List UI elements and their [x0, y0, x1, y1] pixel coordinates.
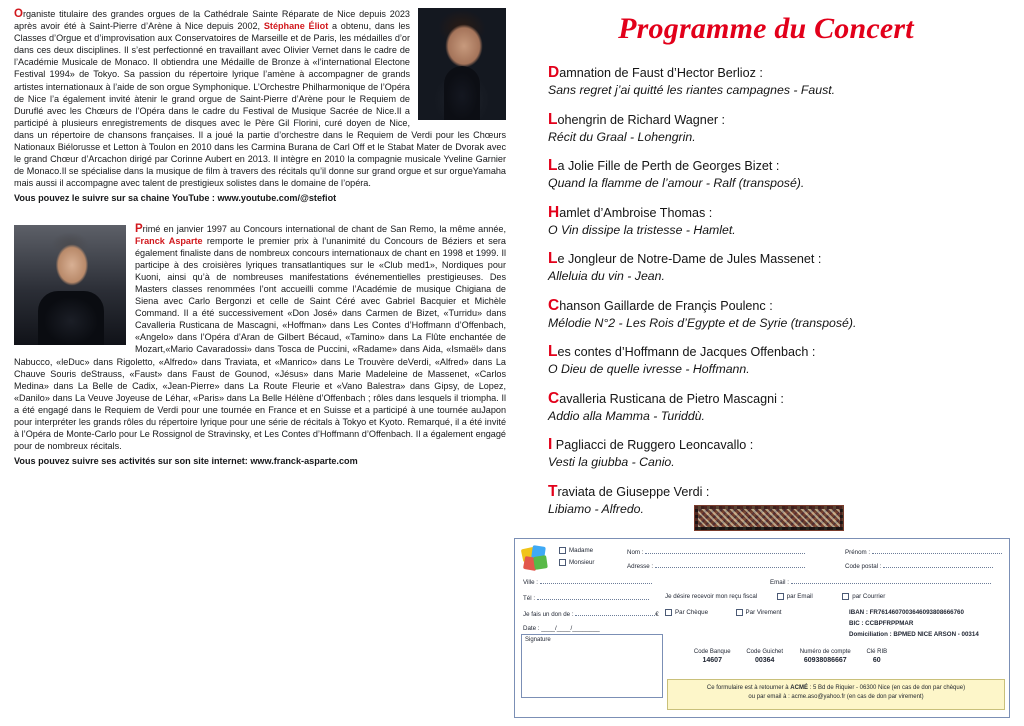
programme-dropcap: L	[548, 343, 558, 360]
programme-aria: Sans regret j’ai quitté les riantes campagnes - Faust.	[548, 83, 836, 97]
label-bic: BIC :	[849, 620, 864, 627]
bio2-part1: rimé en janvier 1997 au Concours international de chant de San Remo, la même année,	[142, 223, 506, 234]
programme-list	[520, 64, 1012, 516]
label-madame: Madame	[569, 547, 594, 555]
label-adresse: Adresse :	[627, 563, 655, 570]
list-item	[548, 157, 1012, 190]
decorative-ornament	[694, 505, 844, 531]
label-date: Date :	[523, 625, 542, 632]
programme-dropcap: H	[548, 203, 560, 221]
association-logo-icon	[520, 544, 556, 572]
input-don-montant[interactable]	[575, 609, 655, 616]
table-row	[687, 657, 893, 664]
checkbox-monsieur[interactable]	[559, 559, 566, 566]
value-bic: CCBPFRPPMAR	[865, 620, 914, 627]
label-iban: IBAN :	[849, 609, 868, 616]
programme-dropcap: I	[548, 436, 553, 453]
bio1-part2: a obtenu, dans les Classes d’Orgue et d’improvisation aux Conservatoires de Marseille et de Paris, les médailles d’or dans ces deux disciplines. Il s’est perfectionné en travaillant avec Olivier Vernet dans le cadre de l’Académie Musicale de Monaco. Il obtiendra une Médaille de Bronze à «l’international Electone Festival 1994» de Tokyo. Sa passion du répertoire lyrique l’amène à accompagner de grands artistes internationaux à l’aide de son orgue Symphonique. L’Orchestre Philharmonique de l’Opéra de Nice l’a également invité àtenir le grand orgue de Saint-Pierre d’Arène pour le Requiem de Duruflé avec les Chœurs de l’Opéra dans le cadre du Festival de Musique Sacrée de Nice.Il a participé à plusieurs enregistrements de disques avec le Père Gil Florini, curé doyen de Nice, dans un répertoire de chansons françaises. Il a joué la partie d’orchestre dans le Requiem de Verdi pour les Chœurs Nationaux Biélorusse et Letton à Toulon en 2010 dans les Carmina Burana de Carl Off et le Stabat Mater de Dvorak avec le grand Chœur d’Arcachon dirigé par Corinne Aubert en 2013. Il intègre en 2010 la compagnie musicale Yveline Garnier de Monaco.Il se spécialise dans la musique de film à travers des récitals qu’il donne sur grand orgue et sur orgueYamaha mais aussi il accompagne avec talent de prestigieux solistes dans le domaine de l’opéra.	[14, 21, 506, 189]
bio1-person-name: Stéphane Éliot	[263, 21, 329, 32]
label-par-email: par Email	[786, 593, 813, 601]
programme-aria: Mélodie N°2 - Les Rois d’Egypte et de Syrie (transposé).	[548, 315, 857, 330]
label-recu-fiscal: Je désire recevoir mon reçu fiscal	[665, 593, 758, 601]
label-ville: Ville :	[523, 579, 540, 586]
footer-acme: ACMÉ	[790, 685, 808, 691]
checkbox-par-email[interactable]	[777, 593, 784, 600]
input-email[interactable]	[791, 577, 991, 584]
programme-dropcap: L	[548, 250, 558, 267]
programme-work-title	[548, 111, 1012, 129]
list-item	[548, 343, 1012, 376]
bank-details-table	[685, 647, 895, 666]
programme-dropcap: T	[548, 482, 558, 500]
bio2-dropcap: P	[135, 222, 143, 235]
label-monsieur: Monsieur	[569, 559, 595, 567]
programme-title-rest: raviata de Giuseppe Verdi :	[557, 484, 710, 499]
footer-line2[interactable]: ou par email à : acme.aso@yahoo.fr (en cas de don par virement)	[748, 694, 924, 700]
portrait-stephane-eliot	[418, 8, 506, 120]
list-item	[548, 297, 1012, 330]
list-item	[548, 436, 1012, 469]
list-item	[548, 204, 1012, 237]
col-code-banque: Code Banque	[693, 649, 731, 655]
biography-franck-asparte	[14, 223, 506, 468]
programme-work-title	[548, 250, 1012, 268]
programme-work-title	[548, 204, 1012, 222]
bio1-part1: rganiste titulaire des grandes orgues de la Cathédrale Sainte Réparate de Nice depuis 2023 après avoir été à Saint-Pierre d’Arène à Nice depuis 2002,	[14, 9, 410, 32]
programme-dropcap: C	[548, 389, 560, 407]
label-code-postal: Code postal :	[845, 563, 884, 570]
list-item	[548, 250, 1012, 283]
programme-title-rest: es contes d’Hoffmann de Jacques Offenbach :	[557, 345, 816, 359]
programme-title-rest: a Jolie Fille de Perth de Georges Bizet :	[557, 159, 780, 173]
programme-aria: Récit du Graal - Lohengrin.	[548, 129, 696, 144]
checkbox-par-cheque[interactable]	[665, 609, 672, 616]
label-don-de: Je fais un don de :	[523, 611, 576, 618]
programme-work-title	[548, 436, 1012, 454]
programme-aria: Alleluia du vin - Jean.	[548, 269, 665, 283]
page-title: Programme du Concert	[618, 12, 914, 45]
label-domiciliation: Domiciliation :	[849, 631, 892, 638]
programme-aria: O Vin dissipe la tristesse - Hamlet.	[548, 222, 736, 237]
input-prenom[interactable]	[872, 547, 1002, 554]
val-numero-compte: 60938086667	[803, 657, 847, 664]
programme-dropcap: C	[548, 296, 560, 314]
programme-work-title	[548, 483, 1012, 501]
label-prenom: Prénom :	[845, 549, 872, 556]
bio2-person-name: Franck Asparte	[135, 235, 203, 246]
label-par-cheque: Par Chèque	[675, 609, 709, 617]
footer-line1b: : 5 Bd de Riquier - 06300 Nice (en cas de don par chèque)	[807, 685, 966, 691]
programme-aria: Libiamo - Alfredo.	[548, 501, 644, 516]
left-column	[14, 8, 506, 720]
label-par-virement: Par Virement	[745, 609, 782, 617]
programme-title-rest: avalleria Rusticana de Pietro Mascagni :	[559, 391, 784, 406]
programme-title-rest: amlet d’Ambroise Thomas :	[559, 205, 713, 220]
label-signature: Signature	[525, 637, 551, 643]
col-code-guichet: Code Guichet	[746, 649, 784, 655]
footer-line1a: Ce formulaire est à retourner à	[706, 685, 791, 691]
bio2-website-line[interactable]: Vous pouvez suivre ses activités sur son site internet: www.franck-asparte.com	[14, 456, 358, 467]
col-numero-compte: Numéro de compte	[799, 649, 851, 655]
val-cle-rib: 60	[872, 657, 881, 664]
programme-work-title	[548, 157, 1012, 175]
input-tel[interactable]	[537, 593, 649, 600]
programme-title-rest: hanson Gaillarde de Françis Poulenc :	[559, 298, 773, 313]
checkbox-par-courrier[interactable]	[842, 593, 849, 600]
programme-work-title	[548, 64, 1012, 82]
input-code-postal[interactable]	[883, 561, 993, 568]
label-tel: Tél :	[523, 595, 537, 602]
programme-work-title	[548, 390, 1012, 408]
val-code-banque: 14607	[702, 657, 722, 664]
value-domiciliation: BPMED NICE ARSON - 00314	[893, 631, 979, 638]
programme-aria: Addio alla Mamma - Turiddù.	[548, 408, 705, 423]
checkbox-madame[interactable]	[559, 547, 566, 554]
return-instructions	[667, 679, 1005, 710]
label-nom: Nom :	[627, 549, 646, 556]
programme-title-rest: amnation de Faust d’Hector Berlioz :	[559, 66, 763, 80]
programme-aria: O Dieu de quelle ivresse - Hoffmann.	[548, 362, 750, 376]
checkbox-par-virement[interactable]	[736, 609, 743, 616]
programme-title-rest: e Jongleur de Notre-Dame de Jules Massenet :	[557, 252, 822, 266]
programme-dropcap: D	[548, 64, 560, 81]
donation-form	[514, 538, 1010, 718]
input-adresse[interactable]	[655, 561, 805, 568]
input-nom[interactable]	[645, 547, 805, 554]
bio2-part2: remporte le premier prix à l’unanimité du Concours de Béziers et sera également finaliste dans de nombreux concours internationaux de chant en 1998 et 1999. Il participe à des croisières lyriques transatlantiques sur le «Club med1», Nordiques pour Kuoni, ainsi qu’à de nombreuses manifestations événementielles prestigieuses. Des Masters classes renommées l’ont accueilli comme l’Académie de musique Chigiana de Siena avec Carlo Bergonzi et celle de Saint Céré avec Gabriel Bacquier et Michèle Command. Il a été successivement «Don José» dans Carmen de Bizet, «Turridu» dans Cavalleria Rusticana de Mascagni, «Hoffman» dans Les Contes d’Hoffmann d’Offenbach, «Angelo» dans l’Opéra d’Aran de Gilbert Bécaud, «Tamino» dans La Flûte enchantée de Mozart,«Mario Cavaradossi» dans Tosca de Puccini, «Radame» dans Aida, «Ismaël» dans Nabucco, «leDuc» dans Rigoletto, «Alfredo» dans Traviata, et «Manrico» dans Le Trouvère deVerdi, «Alfred» dans La Chauve Souris deStrauss, «Faust» dans Faust de Gounod, «Jésus» dans Marie Madeleine de Massenet, «Carlos Medina» dans La Belle de Cadix, «Jean-Pierre» dans La Route Fleurie et «Vano Balestra» dans Gipsy, de Lopez, «Danilo» dans La Veuve Joyeuse de Léhar, «Paris» dans La Belle Hélène d’Offenbach ; rôles dans lesquels il triompha. Il a été engagé dans le Requiem de Verdi pour une tournée en France et en Suisse et a participé à une tournée auJapon pour interpréter les grands rôles du répertoire lyrique pour une série de récitals à Tokyo et Kyoto. Remarqué, il a été invité à l’Opéra de Monte-Carlo pour Le Rossignol de Stravinsky, et Les Contes d’Hoffmann d’Offenbach. Il a également engagé pour de nombreux récitals.	[14, 235, 506, 452]
portrait-franck-asparte	[14, 225, 126, 345]
programme-section	[520, 6, 1012, 529]
input-date[interactable]: ____/____/________	[541, 625, 600, 632]
list-item	[548, 111, 1012, 144]
list-item	[548, 390, 1012, 423]
programme-work-title	[548, 343, 1012, 361]
value-iban: FR7614607003646093808666760	[869, 609, 964, 616]
programme-title-rest: Pagliacci de Ruggero Leoncavallo :	[552, 438, 754, 452]
signature-field[interactable]	[521, 634, 663, 698]
programme-aria: Quand la flamme de l’amour - Ralf (transposé).	[548, 176, 805, 190]
input-ville[interactable]	[540, 577, 652, 584]
biography-stephane-eliot	[14, 8, 506, 205]
val-code-guichet: 00364	[754, 657, 775, 664]
label-par-courrier: par Courrier	[852, 593, 886, 601]
programme-work-title	[548, 297, 1012, 315]
programme-dropcap: L	[548, 110, 558, 128]
programme-title-rest: ohengrin de Richard Wagner :	[557, 112, 726, 127]
programme-dropcap: L	[548, 157, 558, 174]
label-euro: €	[655, 611, 659, 618]
table-row	[687, 649, 893, 655]
bio1-dropcap: O	[14, 8, 23, 20]
programme-aria: Vesti la giubba - Canio.	[548, 455, 675, 469]
list-item	[548, 64, 1012, 97]
label-email: Email :	[770, 579, 791, 586]
bio1-youtube-line[interactable]: Vous pouvez le suivre sur sa chaine YouTube : www.youtube.com/@stefiot	[14, 193, 337, 204]
col-cle-rib: Clé RIB	[866, 649, 888, 655]
